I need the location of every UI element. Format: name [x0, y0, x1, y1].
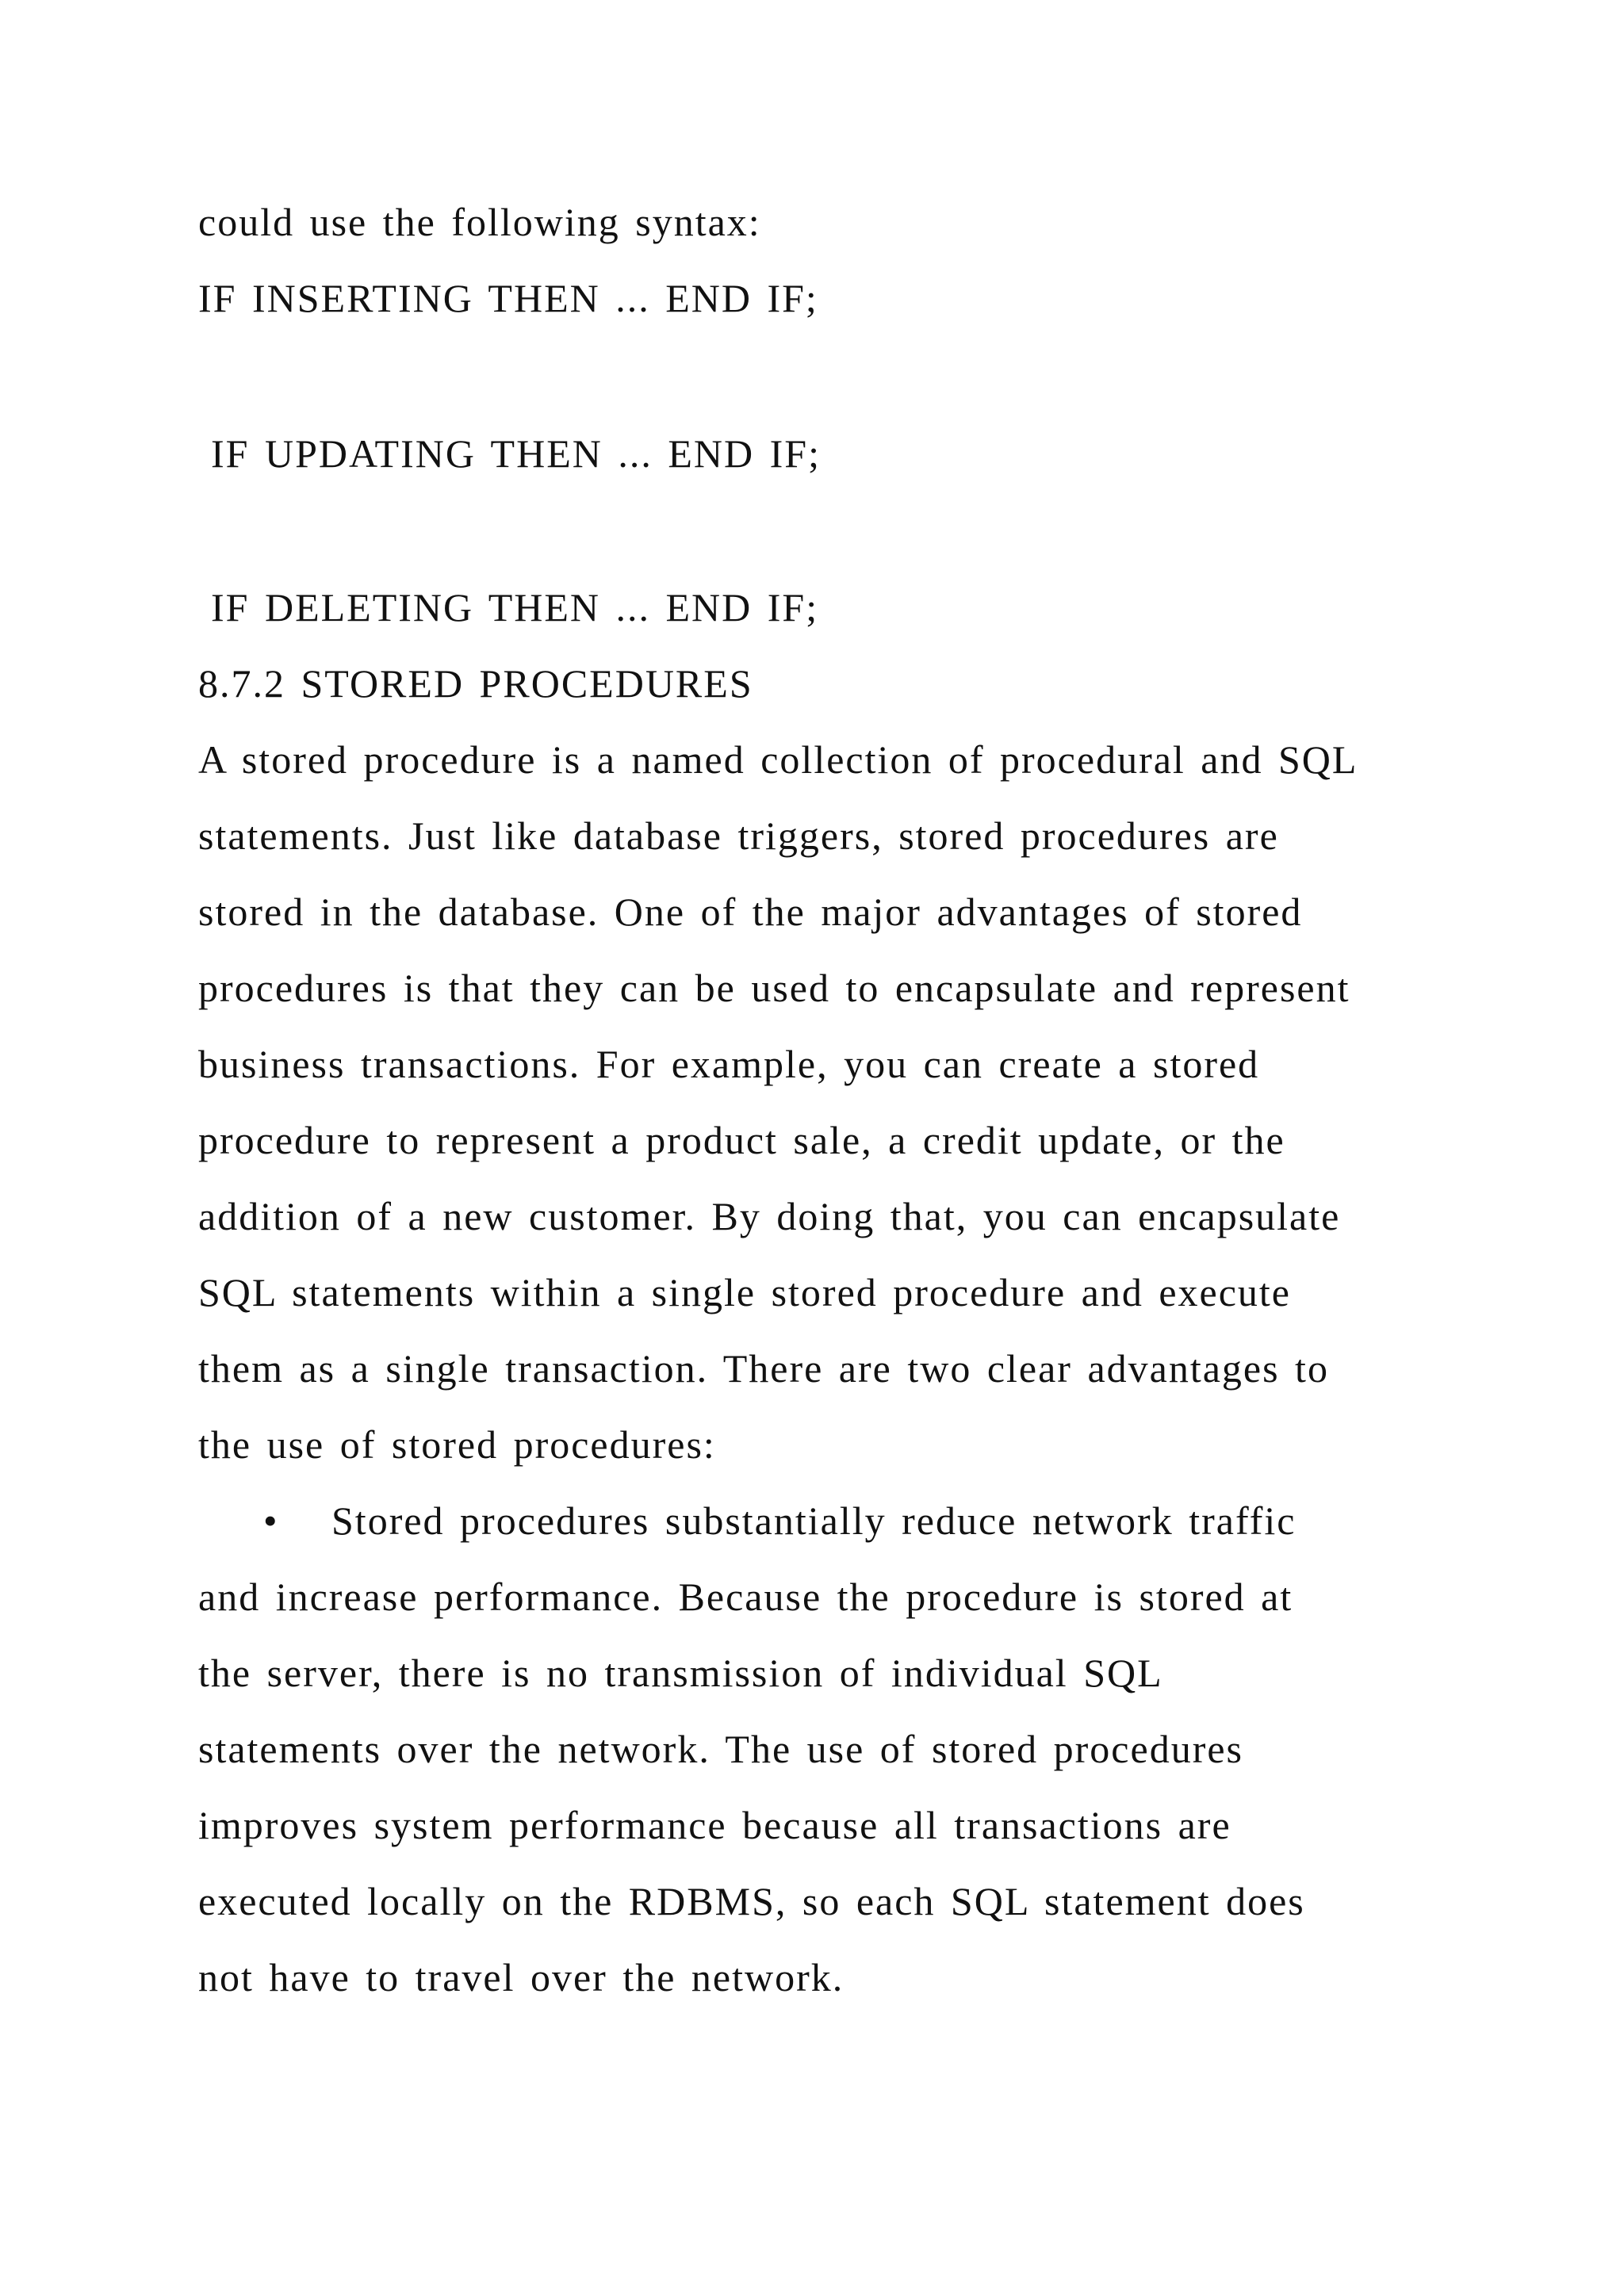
bullet-item-line: improves system performance because all transactions are: [198, 1803, 1231, 1847]
bullet-item-line: and increase performance. Because the procedure is stored at: [198, 1575, 1293, 1619]
paragraph-line: the use of stored procedures:: [198, 1422, 716, 1467]
text-line-intro: could use the following syntax:: [198, 200, 761, 244]
paragraph-line: procedures is that they can be used to encapsulate and represent: [198, 966, 1350, 1010]
bullet-item-line: executed locally on the RDBMS, so each SQL statement does: [198, 1879, 1305, 1923]
paragraph-line: business transactions. For example, you can create a stored: [198, 1042, 1260, 1086]
bullet-marker: •: [263, 1498, 278, 1543]
bullet-item-line: the server, there is no transmission of individual SQL: [198, 1651, 1163, 1695]
bullet-item-line: Stored procedures substantially reduce network traffic: [331, 1498, 1297, 1543]
bullet-item-line: statements over the network. The use of stored procedures: [198, 1727, 1243, 1771]
paragraph-line: statements. Just like database triggers, stored procedures are: [198, 813, 1279, 858]
paragraph-line: A stored procedure is a named collection of procedural and SQL: [198, 737, 1358, 782]
code-line-deleting: IF DELETING THEN ... END IF;: [211, 585, 819, 629]
paragraph-line: stored in the database. One of the major advantages of stored: [198, 890, 1303, 934]
paragraph-line: procedure to represent a product sale, a credit update, or the: [198, 1118, 1285, 1162]
code-line-updating: IF UPDATING THEN ... END IF;: [211, 431, 821, 476]
paragraph-line: SQL statements within a single stored procedure and execute: [198, 1270, 1291, 1314]
section-heading: 8.7.2 STORED PROCEDURES: [198, 661, 753, 706]
paragraph-line: them as a single transaction. There are two clear advantages to: [198, 1346, 1329, 1391]
paragraph-line: addition of a new customer. By doing that, you can encapsulate: [198, 1194, 1341, 1238]
bullet-item-line: not have to travel over the network.: [198, 1955, 845, 1999]
code-line-inserting: IF INSERTING THEN ... END IF;: [198, 276, 818, 320]
